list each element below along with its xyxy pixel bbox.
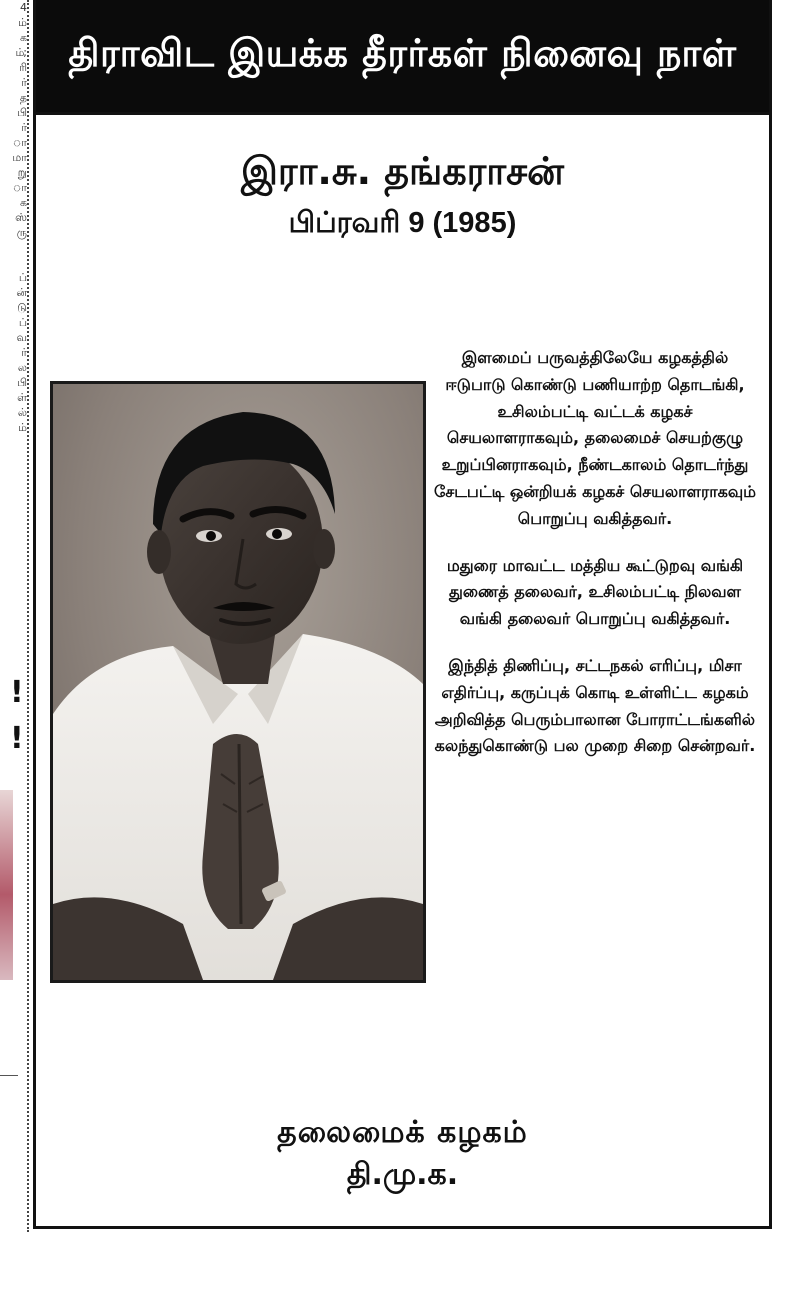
memorial-content [36, 112, 769, 1229]
neighbouring-column-text: 4 ம் க ம்; ரி ர் த பி ர் ா மா று ா க ஸ் ரு ப் ன் டு ப் வ ர் ல பி ள் ல் ம் [12, 1, 26, 434]
footer-organisation: தலைமைக் கழகம் [277, 1115, 528, 1150]
bio-paragraph: மதுரை மாவட்ட மத்திய கூட்டுறவு வங்கி துணைத் தலைவர், உசிலம்பட்டி நிலவள வங்கி தலைவர் பொறுப்பு வகித்தவர். [446, 555, 744, 629]
neighbouring-column-exclamations: ! ! [10, 675, 24, 756]
biography [430, 345, 760, 780]
neighbouring-column-strip [0, 0, 30, 1230]
memorial-advertisement [33, 0, 772, 1229]
column-separator [27, 0, 29, 1232]
portrait-photo [50, 381, 426, 983]
footer-party: தி.மு.க. [346, 1157, 459, 1192]
person-date: பிப்ரவரி 9 (1985) [288, 207, 517, 239]
person-name: இரா.சு. தங்கராசன் [240, 149, 565, 193]
bio-paragraph: இளமைப் பருவத்திலேயே கழகத்தில் ஈடுபாடு கொண்டு பணியாற்ற தொடங்கி, உசிலம்பட்டி வட்டக் கழகச் செயலாளராகவும், தலைமைச் செயற்குழு உறுப்பினராகவும், நீண்டகாலம் தொடர்ந்து சேடபட்டி ஒன்றியக் கழகச் செயலாளராகவும் பொறுப்பு வகித்தவர். [433, 348, 757, 528]
banner [36, 0, 769, 112]
banner-title: திராவிட இயக்க தீரர்கள் நினைவு நாள் [68, 31, 737, 75]
neighbouring-rule [0, 1075, 18, 1076]
portrait-illustration [53, 384, 423, 980]
bio-paragraph: இந்தித் திணிப்பு, சட்டநகல் எரிப்பு, மிசா எதிர்ப்பு, கருப்புக் கொடி உள்ளிட்ட கழகம் அறிவித்த பெரும்பாலான போராட்டங்களில் கலந்துகொண்டு பல முறை சிறை சென்றவர். [434, 655, 756, 756]
neighbouring-photo-edge [0, 790, 13, 980]
